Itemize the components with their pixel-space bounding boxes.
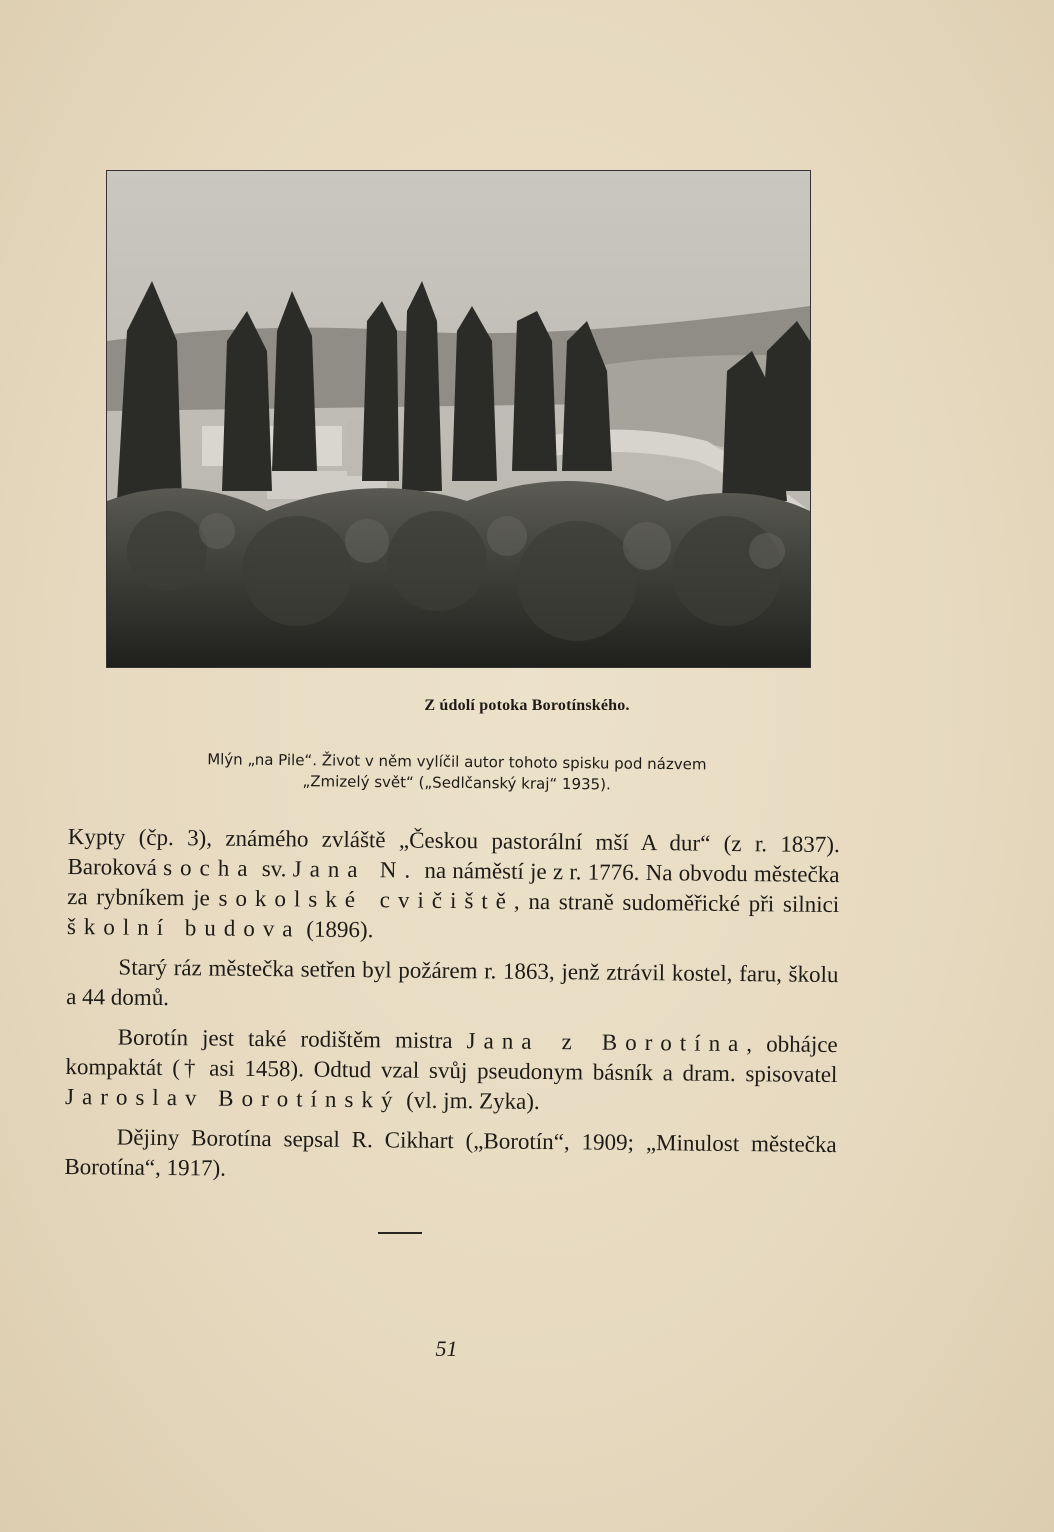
photo-caption-title: Z údolí potoka Borotínského.: [424, 697, 630, 714]
paragraph: Dějiny Borotína sepsal R. Cikhart („Borotín“, 1909; „Minulost městečka Borotína“, 1917).: [64, 1124, 837, 1181]
section-divider: [378, 1232, 422, 1234]
photo-caption-text: [92, 748, 822, 798]
landscape-photo-icon: [106, 170, 811, 668]
page-number: 51: [435, 1336, 458, 1361]
paragraph: Kypty (čp. 3), známého zvláště „Českou pastorální mší A dur“ (z r. 1837). Baroková socha sv. Jana N. na náměstí je z r. 1776. Na obvodu městečka za rybníkem je sokolské cvičiště, na straně sudoměřické při silnici školní budova (1896).: [66, 823, 840, 943]
spaced-emphasis: sokolské cvičiště: [218, 885, 515, 914]
spaced-emphasis: Jana N.: [292, 856, 419, 883]
body-text: [64, 822, 840, 1200]
spaced-emphasis: Jaroslav Borotínský: [64, 1083, 401, 1113]
paragraph: Starý ráz městečka setřen byl požárem r. 1863, jenž ztrávil kostel, faru, školu a 44 domů.: [66, 954, 839, 1011]
spaced-emphasis: socha: [163, 854, 256, 881]
spaced-emphasis: Jana z Borotína: [466, 1028, 747, 1057]
caption-line: Mlýn „na Pile“. Život v něm vylíčil autor tohoto spisku pod názvem: [207, 750, 707, 774]
caption-line: „Zmizelý svět“ („Sedlčanský kraj“ 1935).: [302, 772, 611, 794]
paragraph: Borotín jest také rodištěm mistra Jana z Borotína, obhájce kompaktát († asi 1458). Odtud vzal svůj pseudonym básník a dram. spisovatel Jaroslav Borotínský (vl. jm. Zyka).: [64, 1024, 838, 1114]
spaced-emphasis: školní budova: [66, 913, 301, 942]
